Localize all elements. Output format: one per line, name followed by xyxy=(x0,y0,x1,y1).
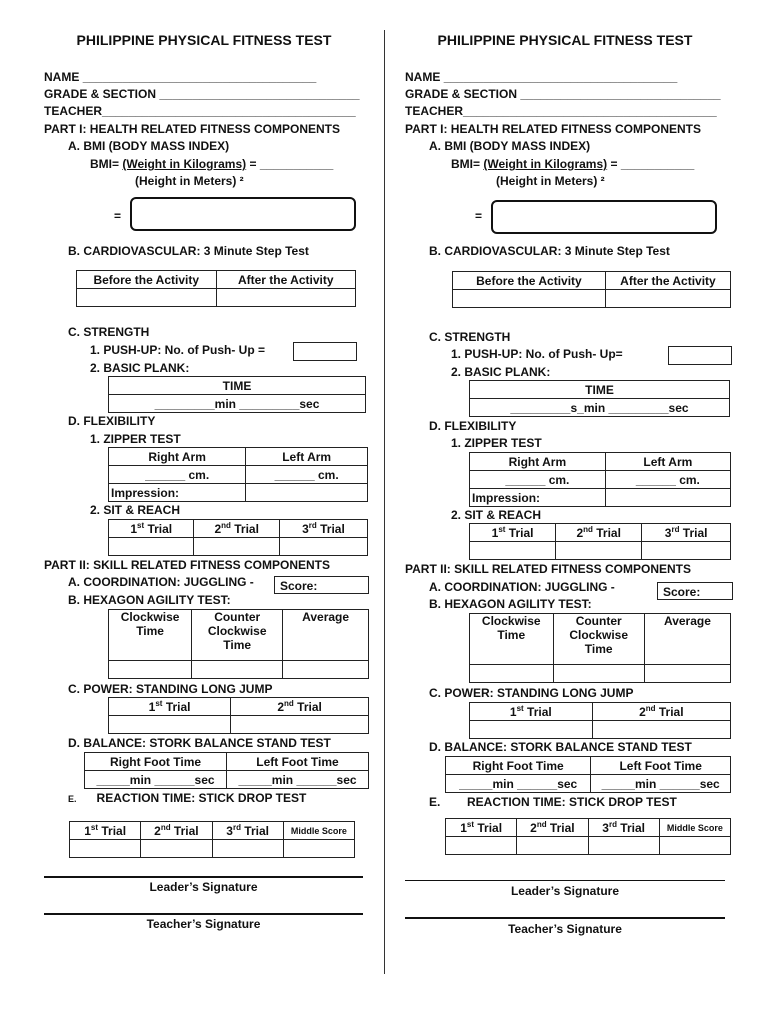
coordination-label: A. COORDINATION: JUGGLING - xyxy=(429,580,615,594)
bmi-formula: BMI= (Weight in Kilograms) = ___________ xyxy=(90,157,334,171)
trial1-header: 1st Trial xyxy=(109,520,194,538)
before-activity-header: Before the Activity xyxy=(77,271,217,289)
hexagon-cell[interactable] xyxy=(553,665,644,683)
grade-row[interactable]: GRADE & SECTION ______________________________ xyxy=(44,87,360,101)
zipper-label: 1. ZIPPER TEST xyxy=(90,432,181,446)
impression-label: Impression: xyxy=(109,484,246,502)
hexagon-cell[interactable] xyxy=(644,665,730,683)
right-arm-cm[interactable]: ______ cm. xyxy=(470,471,606,489)
reaction-table xyxy=(69,821,355,858)
column-divider xyxy=(384,30,385,974)
form-title: PHILIPPINE PHYSICAL FITNESS TEST xyxy=(437,32,693,48)
leader-signature-label: Leader’s Signature xyxy=(149,880,258,894)
before-activity-header: Before the Activity xyxy=(453,272,606,290)
balance-table xyxy=(445,756,731,793)
cardio-heading: B. CARDIOVASCULAR: 3 Minute Step Test xyxy=(68,244,309,258)
trial-cell[interactable] xyxy=(470,542,556,560)
pushup-input[interactable] xyxy=(293,342,357,361)
trial3-header: 3rd Trial xyxy=(279,520,367,538)
reaction-trial2: 2nd Trial xyxy=(141,822,212,840)
trial-cell[interactable] xyxy=(279,538,367,556)
power-cell[interactable] xyxy=(592,721,730,739)
power-trial2: 2nd Trial xyxy=(592,703,730,721)
right-foot-header: Right Foot Time xyxy=(85,753,227,771)
pushup-label: 1. PUSH-UP: No. of Push- Up= xyxy=(451,347,623,361)
flexibility-heading: D. FLEXIBILITY xyxy=(429,419,517,433)
form-title: PHILIPPINE PHYSICAL FITNESS TEST xyxy=(76,32,332,48)
impression-label: Impression: xyxy=(470,489,606,507)
reaction-trial3: 3rd Trial xyxy=(588,819,659,837)
reaction-trial2: 2nd Trial xyxy=(517,819,588,837)
left-foot-header: Left Foot Time xyxy=(227,753,369,771)
reaction-trial1: 1st Trial xyxy=(446,819,517,837)
reaction-cell[interactable] xyxy=(70,840,141,858)
power-table xyxy=(108,697,369,734)
reaction-cell[interactable] xyxy=(141,840,212,858)
right-arm-header: Right Arm xyxy=(470,453,606,471)
average-header: Average xyxy=(644,614,730,665)
middle-score-header: Middle Score xyxy=(283,822,354,840)
right-arm-header: Right Arm xyxy=(109,448,246,466)
before-activity-cell[interactable] xyxy=(453,290,606,308)
part2-heading: PART II: SKILL RELATED FITNESS COMPONENTS xyxy=(44,558,331,572)
impression-cell[interactable] xyxy=(246,484,368,502)
hexagon-label: B. HEXAGON AGILITY TEST: xyxy=(68,593,231,607)
flexibility-heading: D. FLEXIBILITY xyxy=(68,414,156,428)
plank-label: 2. BASIC PLANK: xyxy=(451,365,551,379)
hexagon-table xyxy=(469,613,731,683)
score-box[interactable]: Score: xyxy=(274,576,369,594)
power-trial1: 1st Trial xyxy=(109,698,231,716)
left-arm-cm[interactable]: ______ cm. xyxy=(246,466,368,484)
leader-signature-line[interactable] xyxy=(44,876,363,878)
plank-table xyxy=(108,376,366,413)
hexagon-label: B. HEXAGON AGILITY TEST: xyxy=(429,597,592,611)
reaction-cell[interactable] xyxy=(588,837,659,855)
right-arm-cm[interactable]: ______ cm. xyxy=(109,466,246,484)
plank-table xyxy=(469,380,730,417)
power-cell[interactable] xyxy=(231,716,369,734)
time-value[interactable]: _________s_min _________sec xyxy=(470,399,730,417)
bmi-result-box[interactable] xyxy=(491,200,717,234)
strength-heading: C. STRENGTH xyxy=(68,325,150,339)
reaction-heading: E. REACTION TIME: STICK DROP TEST xyxy=(68,791,307,805)
teacher-signature-line[interactable] xyxy=(44,913,363,915)
trial-cell[interactable] xyxy=(556,542,642,560)
hexagon-table xyxy=(108,609,369,679)
left-arm-header: Left Arm xyxy=(246,448,368,466)
grade-row[interactable]: GRADE & SECTION ______________________________ xyxy=(405,87,721,101)
cardio-heading: B. CARDIOVASCULAR: 3 Minute Step Test xyxy=(429,244,670,258)
form-right xyxy=(405,0,745,1024)
pushup-label: 1. PUSH-UP: No. of Push- Up = xyxy=(90,343,266,357)
power-table xyxy=(469,702,731,739)
reaction-cell[interactable] xyxy=(659,837,730,855)
after-activity-header: After the Activity xyxy=(216,271,356,289)
power-label: C. POWER: STANDING LONG JUMP xyxy=(68,682,273,696)
reaction-heading: E. REACTION TIME: STICK DROP TEST xyxy=(429,795,677,809)
impression-cell[interactable] xyxy=(605,489,730,507)
name-row[interactable]: NAME ___________________________________ xyxy=(405,70,678,84)
left-foot-time[interactable]: _____min ______sec xyxy=(591,775,731,793)
teacher-row[interactable]: TEACHER______________________________________ xyxy=(44,104,356,118)
score-box[interactable]: Score: xyxy=(657,582,733,600)
name-row[interactable]: NAME ___________________________________ xyxy=(44,70,317,84)
power-trial2: 2nd Trial xyxy=(231,698,369,716)
reaction-table xyxy=(445,818,731,855)
form-left xyxy=(44,0,384,1024)
hexagon-cell[interactable] xyxy=(192,661,283,679)
average-header: Average xyxy=(283,610,369,661)
reaction-cell[interactable] xyxy=(212,840,283,858)
zipper-table xyxy=(469,452,731,507)
part1-heading: PART I: HEALTH RELATED FITNESS COMPONENTS xyxy=(44,122,340,136)
bmi-equals: = xyxy=(475,209,483,223)
bmi-result-box[interactable] xyxy=(130,197,356,231)
bmi-denominator: (Height in Meters) ² xyxy=(135,174,244,188)
trial3-header: 3rd Trial xyxy=(642,524,731,542)
time-header: TIME xyxy=(109,377,366,395)
hexagon-cell[interactable] xyxy=(109,661,192,679)
teacher-signature-label: Teacher’s Signature xyxy=(508,922,622,936)
sit-reach-label: 2. SIT & REACH xyxy=(451,508,542,522)
teacher-signature-label: Teacher’s Signature xyxy=(146,917,261,931)
after-activity-cell[interactable] xyxy=(605,290,730,308)
part1-heading: PART I: HEALTH RELATED FITNESS COMPONENTS xyxy=(405,122,701,136)
time-value[interactable]: _________min _________sec xyxy=(109,395,366,413)
bmi-equals: = xyxy=(114,209,122,223)
plank-label: 2. BASIC PLANK: xyxy=(90,361,190,375)
reaction-cell[interactable] xyxy=(446,837,517,855)
bmi-heading: A. BMI (BODY MASS INDEX) xyxy=(429,139,591,153)
power-cell[interactable] xyxy=(470,721,593,739)
trial2-header: 2nd Trial xyxy=(194,520,279,538)
reaction-trial3: 3rd Trial xyxy=(212,822,283,840)
power-trial1: 1st Trial xyxy=(470,703,593,721)
pushup-input[interactable] xyxy=(668,346,732,365)
zipper-table xyxy=(108,447,368,502)
cardio-table xyxy=(76,270,356,307)
sit-reach-table xyxy=(108,519,368,556)
left-arm-cm[interactable]: ______ cm. xyxy=(605,471,730,489)
leader-signature-line[interactable] xyxy=(405,880,725,881)
power-cell[interactable] xyxy=(109,716,231,734)
counter-clockwise-header: Counter Clockwise Time xyxy=(553,614,644,665)
after-activity-cell[interactable] xyxy=(216,289,356,307)
trial1-header: 1st Trial xyxy=(470,524,556,542)
trial2-header: 2nd Trial xyxy=(556,524,642,542)
clockwise-header: Clockwise Time xyxy=(470,614,554,665)
bmi-denominator: (Height in Meters) ² xyxy=(496,174,605,188)
balance-label: D. BALANCE: STORK BALANCE STAND TEST xyxy=(429,740,692,754)
sit-reach-table xyxy=(469,523,731,560)
trial-cell[interactable] xyxy=(109,538,194,556)
reaction-cell[interactable] xyxy=(283,840,354,858)
hexagon-cell[interactable] xyxy=(283,661,369,679)
hexagon-cell[interactable] xyxy=(470,665,554,683)
middle-score-header: Middle Score xyxy=(659,819,730,837)
cardio-table xyxy=(452,271,731,308)
strength-heading: C. STRENGTH xyxy=(429,330,511,344)
reaction-trial1: 1st Trial xyxy=(70,822,141,840)
bmi-formula: BMI= (Weight in Kilograms) = ___________ xyxy=(451,157,695,171)
coordination-label: A. COORDINATION: JUGGLING - xyxy=(68,575,254,589)
teacher-row[interactable]: TEACHER______________________________________ xyxy=(405,104,717,118)
right-foot-time[interactable]: _____min ______sec xyxy=(85,771,227,789)
trial-cell[interactable] xyxy=(642,542,731,560)
teacher-signature-line[interactable] xyxy=(405,917,725,919)
reaction-cell[interactable] xyxy=(517,837,588,855)
trial-cell[interactable] xyxy=(194,538,279,556)
after-activity-header: After the Activity xyxy=(605,272,730,290)
part2-heading: PART II: SKILL RELATED FITNESS COMPONENTS xyxy=(405,562,692,576)
leader-signature-label: Leader’s Signature xyxy=(510,884,620,898)
left-arm-header: Left Arm xyxy=(605,453,730,471)
counter-clockwise-header: Counter Clockwise Time xyxy=(192,610,283,661)
right-foot-header: Right Foot Time xyxy=(446,757,591,775)
zipper-label: 1. ZIPPER TEST xyxy=(451,436,542,450)
clockwise-header: Clockwise Time xyxy=(109,610,192,661)
power-label: C. POWER: STANDING LONG JUMP xyxy=(429,686,634,700)
right-foot-time[interactable]: _____min ______sec xyxy=(446,775,591,793)
left-foot-header: Left Foot Time xyxy=(591,757,731,775)
sit-reach-label: 2. SIT & REACH xyxy=(90,503,181,517)
balance-label: D. BALANCE: STORK BALANCE STAND TEST xyxy=(68,736,331,750)
balance-table xyxy=(84,752,369,789)
bmi-heading: A. BMI (BODY MASS INDEX) xyxy=(68,139,230,153)
time-header: TIME xyxy=(470,381,730,399)
before-activity-cell[interactable] xyxy=(77,289,217,307)
left-foot-time[interactable]: _____min ______sec xyxy=(227,771,369,789)
